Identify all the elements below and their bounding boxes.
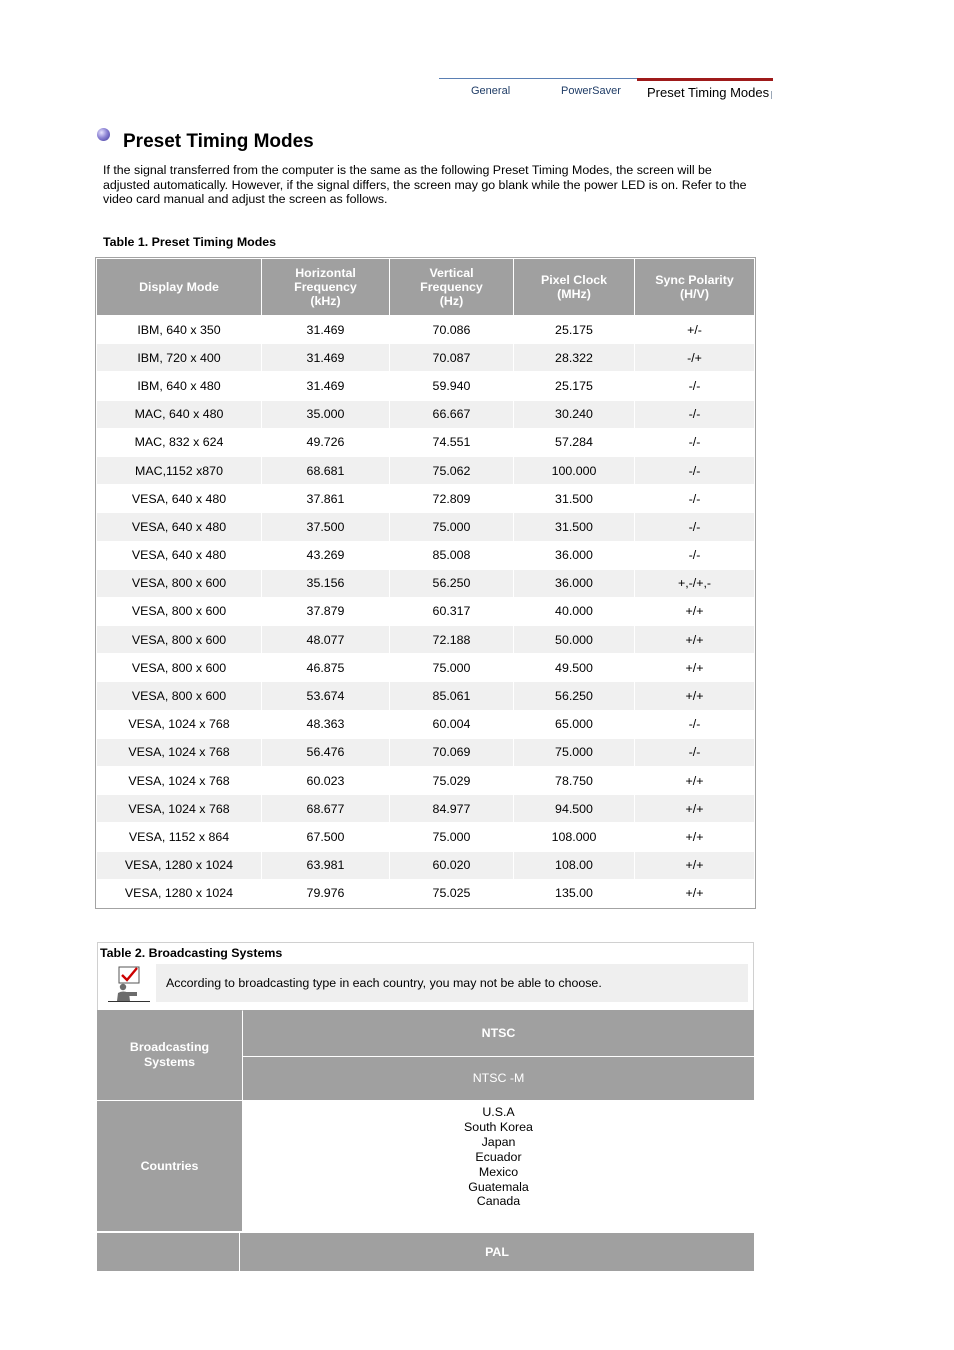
cell-pixel-clock: 50.000	[514, 626, 634, 653]
cell-vertical-frequency: 75.000	[432, 829, 471, 844]
cell-horizontal-frequency: 63.981	[262, 852, 389, 879]
cell-display-mode: VESA, 800 x 600	[97, 570, 261, 597]
cell-pixel-clock: 65.000	[555, 717, 593, 732]
cell-display-mode: MAC, 640 x 480	[97, 401, 261, 428]
cell-vertical-frequency: 72.188	[390, 626, 513, 653]
cell-display-mode: VESA, 1152 x 864	[128, 829, 230, 844]
cell-sync-polarity: -/-	[688, 378, 701, 393]
intro-paragraph: If the signal transferred from the computer is the same as the following Preset Timing Modes, the screen will be adjusted automatically. However, if the signal differs, the screen may go blank while the power LED is on. Refer to the video card manual and adjust the screen as follows.	[103, 163, 747, 206]
header-pal: PAL	[240, 1233, 754, 1271]
table-row	[97, 316, 754, 343]
cell-pixel-clock: 36.000	[555, 548, 593, 563]
table-row	[97, 542, 754, 569]
cell-vertical-frequency: 70.086	[432, 322, 471, 337]
tab-powersaver-label: PowerSaver	[561, 85, 621, 97]
cell-sync-polarity: +/+	[685, 773, 704, 788]
cell-horizontal-frequency: 37.879	[306, 604, 345, 619]
note-text: According to broadcasting type in each country, you may not be able to choose.	[156, 964, 748, 1002]
header-display-mode	[97, 259, 261, 315]
table-row	[97, 823, 754, 850]
country-item: South Korea	[464, 1119, 533, 1134]
header-horizontal-frequency	[262, 259, 389, 315]
cell-horizontal-frequency: 48.077	[262, 626, 389, 653]
table-row	[97, 570, 754, 597]
page-title: Preset Timing Modes	[123, 131, 314, 152]
table2-caption: Table 2. Broadcasting Systems	[100, 946, 283, 960]
cell-display-mode: MAC,1152 x870	[97, 457, 261, 484]
country-item: U.S.A	[482, 1105, 515, 1119]
cell-horizontal-frequency: 31.469	[306, 322, 345, 337]
preset-timing-table-body	[97, 316, 754, 907]
cell-sync-polarity: -/+	[635, 344, 754, 371]
header-line: Display Mode	[139, 280, 219, 294]
cell-display-mode: VESA, 800 x 600	[97, 682, 261, 709]
cell-pixel-clock: 28.322	[514, 344, 634, 371]
cell-horizontal-frequency: 35.000	[262, 401, 389, 428]
tab-powersaver[interactable]	[538, 78, 637, 103]
cell-display-mode: VESA, 1024 x 768	[128, 773, 230, 788]
table-row	[97, 485, 754, 512]
cell-vertical-frequency: 56.250	[390, 570, 513, 597]
cell-sync-polarity: +/+	[635, 852, 754, 879]
cell-display-mode: VESA, 800 x 600	[131, 604, 227, 619]
countries-list	[243, 1105, 754, 1209]
header-line: Horizontal	[295, 266, 356, 280]
cell-vertical-frequency: 85.061	[390, 682, 513, 709]
cell-sync-polarity: -/-	[688, 548, 701, 563]
table-row	[97, 513, 754, 540]
cell-vertical-frequency: 70.069	[390, 739, 513, 766]
cell-pixel-clock: 36.000	[514, 570, 634, 597]
cell-horizontal-frequency: 37.500	[262, 513, 389, 540]
country-item: Mexico	[478, 1164, 519, 1179]
cell-sync-polarity: +/+	[685, 660, 704, 675]
cell-vertical-frequency: 60.020	[390, 852, 513, 879]
cell-horizontal-frequency: 56.476	[262, 739, 389, 766]
cell-display-mode: VESA, 640 x 480	[131, 548, 227, 563]
cell-display-mode: IBM, 640 x 480	[137, 378, 221, 393]
cell-pixel-clock: 108.00	[514, 852, 634, 879]
cell-horizontal-frequency: 68.681	[262, 457, 389, 484]
cell-vertical-frequency: 74.551	[432, 435, 471, 450]
cell-pixel-clock: 56.250	[514, 682, 634, 709]
cell-horizontal-frequency: 67.500	[306, 829, 345, 844]
header-line: Pixel Clock	[540, 273, 608, 287]
cell-horizontal-frequency: 37.861	[306, 491, 345, 506]
cell-vertical-frequency: 66.667	[390, 401, 513, 428]
cell-display-mode: IBM, 640 x 350	[137, 322, 221, 337]
cell-display-mode: MAC, 832 x 624	[134, 435, 224, 450]
cell-sync-polarity: -/-	[688, 435, 701, 450]
cell-horizontal-frequency: 48.363	[306, 717, 345, 732]
cell-pixel-clock: 57.284	[555, 435, 593, 450]
header-line: Frequency	[420, 280, 483, 294]
cell-horizontal-frequency: 53.674	[262, 682, 389, 709]
cell-vertical-frequency: 75.062	[390, 457, 513, 484]
cell-pixel-clock: 31.500	[514, 513, 634, 540]
header-vertical-frequency	[390, 259, 513, 315]
cell-display-mode: VESA, 640 x 480	[131, 491, 227, 506]
label-broadcasting-systems	[97, 1010, 242, 1100]
cell-vertical-frequency: 75.025	[432, 886, 471, 901]
table-row	[97, 795, 754, 822]
cell-horizontal-frequency: 46.875	[306, 660, 345, 675]
subheader-ntsc-m: NTSC -M	[243, 1057, 754, 1100]
table1-caption: Table 1. Preset Timing Modes	[103, 235, 277, 249]
cell-vertical-frequency: 60.317	[432, 604, 471, 619]
table-row	[97, 880, 754, 907]
cell-horizontal-frequency: 43.269	[306, 548, 345, 563]
table-row	[97, 429, 754, 456]
cell-sync-polarity: -/-	[688, 491, 701, 506]
tab-preset-label: Preset Timing Modes	[647, 85, 770, 100]
header-line: (Hz)	[439, 294, 464, 308]
table-row	[97, 457, 754, 484]
cell-horizontal-frequency: 31.469	[306, 378, 345, 393]
cell-pixel-clock: 30.240	[514, 401, 634, 428]
cell-display-mode: VESA, 1024 x 768	[97, 795, 261, 822]
header-sync-polarity	[635, 259, 754, 315]
cell-vertical-frequency: 70.087	[390, 344, 513, 371]
tab-divider	[771, 91, 772, 99]
cell-sync-polarity: +/+	[635, 795, 754, 822]
header-line: (kHz)	[310, 294, 341, 308]
table-row	[97, 344, 754, 371]
preset-timing-table	[96, 258, 755, 908]
country-item: Japan	[481, 1134, 516, 1149]
cell-display-mode: VESA, 1280 x 1024	[124, 886, 234, 901]
cell-pixel-clock: 108.000	[551, 829, 597, 844]
tab-general[interactable]	[439, 78, 538, 103]
cell-vertical-frequency: 60.004	[432, 717, 471, 732]
cell-pixel-clock: 31.500	[555, 491, 593, 506]
table-row	[97, 401, 754, 428]
header-line: (H/V)	[680, 287, 709, 301]
cell-display-mode: VESA, 1024 x 768	[128, 717, 230, 732]
table-row	[97, 682, 754, 709]
cell-pixel-clock: 49.500	[555, 660, 593, 675]
cell-vertical-frequency: 75.000	[432, 660, 471, 675]
cell-horizontal-frequency: 49.726	[306, 435, 345, 450]
cell-vertical-frequency: 75.000	[390, 513, 513, 540]
checkmark-note-icon	[108, 966, 150, 1002]
cell-sync-polarity: -/-	[635, 739, 754, 766]
table2-header-box	[97, 942, 754, 1011]
cell-display-mode: VESA, 1280 x 1024	[97, 852, 261, 879]
preset-timing-table-frame	[95, 257, 756, 909]
cell-sync-polarity: +/+	[685, 886, 704, 901]
table-header-row	[97, 259, 754, 315]
cell-sync-polarity: -/-	[635, 401, 754, 428]
table-row	[97, 852, 754, 879]
cell-sync-polarity: +/+	[685, 829, 704, 844]
table-row	[97, 598, 754, 625]
cell-sync-polarity: -/-	[688, 717, 701, 732]
cell-vertical-frequency: 84.977	[390, 795, 513, 822]
header-line: Frequency	[294, 280, 357, 294]
country-item: Guatemala	[468, 1179, 529, 1194]
cell-display-mode: VESA, 640 x 480	[97, 513, 261, 540]
cell-sync-polarity: -/-	[635, 513, 754, 540]
cell-display-mode: VESA, 1024 x 768	[97, 739, 261, 766]
cell-pixel-clock: 40.000	[555, 604, 593, 619]
table-row	[97, 767, 754, 794]
cell-horizontal-frequency: 60.023	[306, 773, 345, 788]
table-row	[97, 654, 754, 681]
cell-pixel-clock: 100.000	[514, 457, 634, 484]
table-row	[97, 372, 754, 399]
cell-sync-polarity: +/+	[635, 626, 754, 653]
cell-display-mode: VESA, 800 x 600	[97, 626, 261, 653]
cell-vertical-frequency: 75.029	[432, 773, 471, 788]
cell-horizontal-frequency: 35.156	[262, 570, 389, 597]
label-line: Systems	[144, 1055, 195, 1069]
table-row	[97, 711, 754, 738]
table-row	[97, 739, 754, 766]
label-line: Broadcasting	[129, 1040, 210, 1054]
cell-sync-polarity: +/-	[687, 322, 702, 337]
tab-general-label: General	[471, 85, 511, 97]
cell-sync-polarity: +,-/+,-	[635, 570, 754, 597]
cell-pixel-clock: 25.175	[555, 378, 593, 393]
cell-sync-polarity: +/+	[685, 604, 704, 619]
cell-pixel-clock: 94.500	[514, 795, 634, 822]
cell-display-mode: VESA, 800 x 600	[131, 660, 227, 675]
cell-horizontal-frequency: 79.976	[306, 886, 345, 901]
cell-pixel-clock: 75.000	[514, 739, 634, 766]
header-line: Vertical	[429, 266, 474, 280]
header-line: (MHz)	[557, 287, 591, 301]
label-empty-cell	[97, 1233, 239, 1271]
header-line: Sync Polarity	[655, 273, 734, 287]
cell-vertical-frequency: 59.940	[432, 378, 471, 393]
cell-pixel-clock: 135.00	[555, 886, 593, 901]
cell-horizontal-frequency: 68.677	[262, 795, 389, 822]
title-bullet-icon	[97, 128, 110, 141]
cell-display-mode: IBM, 720 x 400	[97, 344, 261, 371]
table-row	[97, 626, 754, 653]
country-item: Ecuador	[475, 1149, 522, 1164]
cell-pixel-clock: 78.750	[555, 773, 593, 788]
cell-vertical-frequency: 85.008	[432, 548, 471, 563]
header-pixel-clock	[514, 259, 634, 315]
cell-sync-polarity: -/-	[635, 457, 754, 484]
broadcasting-systems-table	[97, 942, 754, 1272]
top-tabs	[439, 78, 773, 102]
country-item: Canada	[476, 1194, 521, 1209]
tab-preset-timing-modes[interactable]	[637, 78, 773, 105]
header-ntsc: NTSC	[243, 1010, 754, 1056]
cell-horizontal-frequency: 31.469	[262, 344, 389, 371]
cell-pixel-clock: 25.175	[555, 322, 593, 337]
cell-sync-polarity: +/+	[635, 682, 754, 709]
cell-vertical-frequency: 72.809	[432, 491, 471, 506]
label-countries: Countries	[97, 1101, 242, 1231]
